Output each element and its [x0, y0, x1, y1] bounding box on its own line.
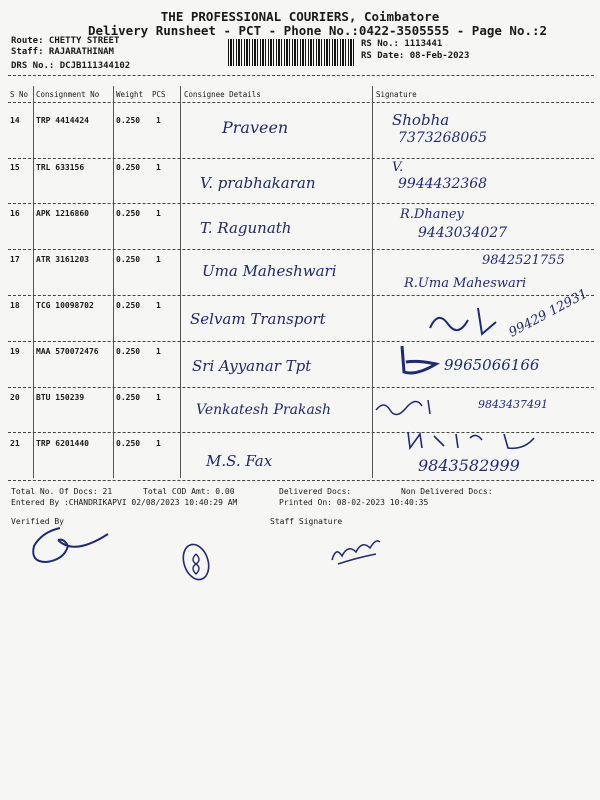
row-consignment: TRP 6201440 — [36, 439, 89, 448]
row-pcs: 1 — [156, 347, 161, 356]
row-consignment: ATR 3161203 — [36, 255, 89, 264]
row-divider — [8, 203, 594, 204]
row-pcs: 1 — [156, 209, 161, 218]
row-pcs: 1 — [156, 393, 161, 402]
row-signature-number: 9944432368 — [398, 176, 488, 192]
row-consignee: M.S. Fax — [206, 452, 273, 470]
header-bottom-rule — [8, 102, 594, 103]
col-signature: Signature — [376, 90, 417, 99]
row-weight: 0.250 — [116, 209, 141, 218]
verified-by-label: Verified By — [11, 517, 64, 526]
col-consignment: Consignment No — [36, 90, 100, 99]
non-delivered-docs: Non Delivered Docs: — [401, 487, 493, 496]
row-divider — [8, 295, 594, 296]
signature-scribble — [420, 300, 500, 340]
row-consignee: Venkatesh Prakash — [196, 402, 332, 418]
row-weight: 0.250 — [116, 163, 141, 172]
col-consignee: Consignee Details — [184, 90, 261, 99]
staff-signature-mark — [326, 530, 386, 570]
row-weight: 0.250 — [116, 393, 141, 402]
row-consignment: MAA 570072476 — [36, 347, 99, 356]
printed-on: Printed On: 08-02-2023 10:40:35 — [279, 498, 429, 507]
verifier-signature — [24, 522, 114, 568]
row-divider — [8, 249, 594, 250]
row-consignment: APK 1216860 — [36, 209, 89, 218]
signature-scribble — [404, 428, 554, 452]
row-sno: 15 — [10, 163, 20, 172]
row-weight: 0.250 — [116, 347, 141, 356]
table-bottom-rule — [8, 480, 594, 481]
row-divider — [8, 387, 594, 388]
row-consignment: BTU 150239 — [36, 393, 85, 402]
row-consignee: Sri Ayyanar Tpt — [192, 357, 312, 375]
row-signature-number: 9443034027 — [418, 225, 508, 241]
col-weight: Weight — [116, 90, 144, 99]
row-signature-name: Shobha — [392, 111, 450, 129]
row-consignee: Uma Maheshwari — [202, 262, 337, 280]
column-divider — [113, 86, 114, 478]
row-weight: 0.250 — [116, 439, 141, 448]
row-signature-name: V. — [392, 160, 404, 175]
row-consignee: Praveen — [222, 118, 289, 137]
column-divider — [180, 86, 181, 478]
row-sno: 17 — [10, 255, 20, 264]
entered-by: Entered By :CHANDRIKAPVI 02/08/2023 10:40:29 AM — [11, 498, 238, 507]
row-sno: 16 — [10, 209, 20, 218]
staff-signature-label: Staff Signature — [270, 517, 343, 526]
drs-number: DRS No.: DCJB111344102 — [11, 61, 131, 71]
runsheet-subtitle: Delivery Runsheet - PCT - Phone No.:0422-3505555 - Page No.:2 — [88, 23, 548, 38]
table-top-rule — [8, 75, 594, 76]
row-pcs: 1 — [156, 439, 161, 448]
route-label: Route: CHETTY STREET — [11, 36, 120, 46]
row-consignment: TRL 633156 — [36, 163, 85, 172]
row-signature-number: 9843582999 — [418, 456, 520, 475]
signature-scribble — [372, 394, 462, 422]
row-consignee: T. Ragunath — [200, 219, 292, 237]
row-sno: 18 — [10, 301, 20, 310]
col-pcs: PCS — [152, 90, 166, 99]
row-divider — [8, 341, 594, 342]
row-weight: 0.250 — [116, 116, 141, 125]
row-consignee: V. prabhakaran — [200, 174, 316, 192]
initial-mark-icon — [176, 540, 216, 584]
row-pcs: 1 — [156, 301, 161, 310]
row-sno: 14 — [10, 116, 20, 125]
row-sno: 21 — [10, 439, 20, 448]
row-pcs: 1 — [156, 163, 161, 172]
delivered-docs: Delivered Docs: — [279, 487, 352, 496]
row-consignee: Selvam Transport — [190, 310, 326, 328]
row-signature-number: 7373268065 — [398, 130, 488, 146]
staff-label: Staff: RAJARATHINAM — [11, 47, 114, 57]
total-cod: Total COD Amt: 0.00 — [143, 487, 235, 496]
row-signature-number: 99429 12931 — [506, 286, 591, 341]
company-title: THE PROFESSIONAL COURIERS, Coimbatore — [160, 9, 440, 24]
row-consignment: TRP 4414424 — [36, 116, 89, 125]
row-signature-number: 9843437491 — [478, 398, 548, 411]
total-docs: Total No. Of Docs: 21 — [11, 487, 113, 496]
row-pcs: 1 — [156, 116, 161, 125]
row-signature-number: 9965066166 — [444, 356, 540, 374]
rs-number: RS No.: 1113441 — [361, 39, 443, 49]
row-weight: 0.250 — [116, 255, 141, 264]
rs-date: RS Date: 08-Feb-2023 — [361, 51, 470, 61]
col-sno: S No — [10, 90, 29, 99]
row-sno: 20 — [10, 393, 20, 402]
column-divider — [33, 86, 34, 478]
row-sno: 19 — [10, 347, 20, 356]
signature-scribble — [396, 342, 446, 378]
row-signature-name: R.Uma Maheswari — [404, 276, 527, 291]
row-signature-number: 9842521755 — [482, 253, 565, 268]
barcode-image — [228, 39, 356, 66]
row-weight: 0.250 — [116, 301, 141, 310]
row-divider — [8, 158, 594, 159]
row-pcs: 1 — [156, 255, 161, 264]
row-signature-name: R.Dhaney — [400, 207, 464, 222]
row-consignment: TCG 10098702 — [36, 301, 94, 310]
